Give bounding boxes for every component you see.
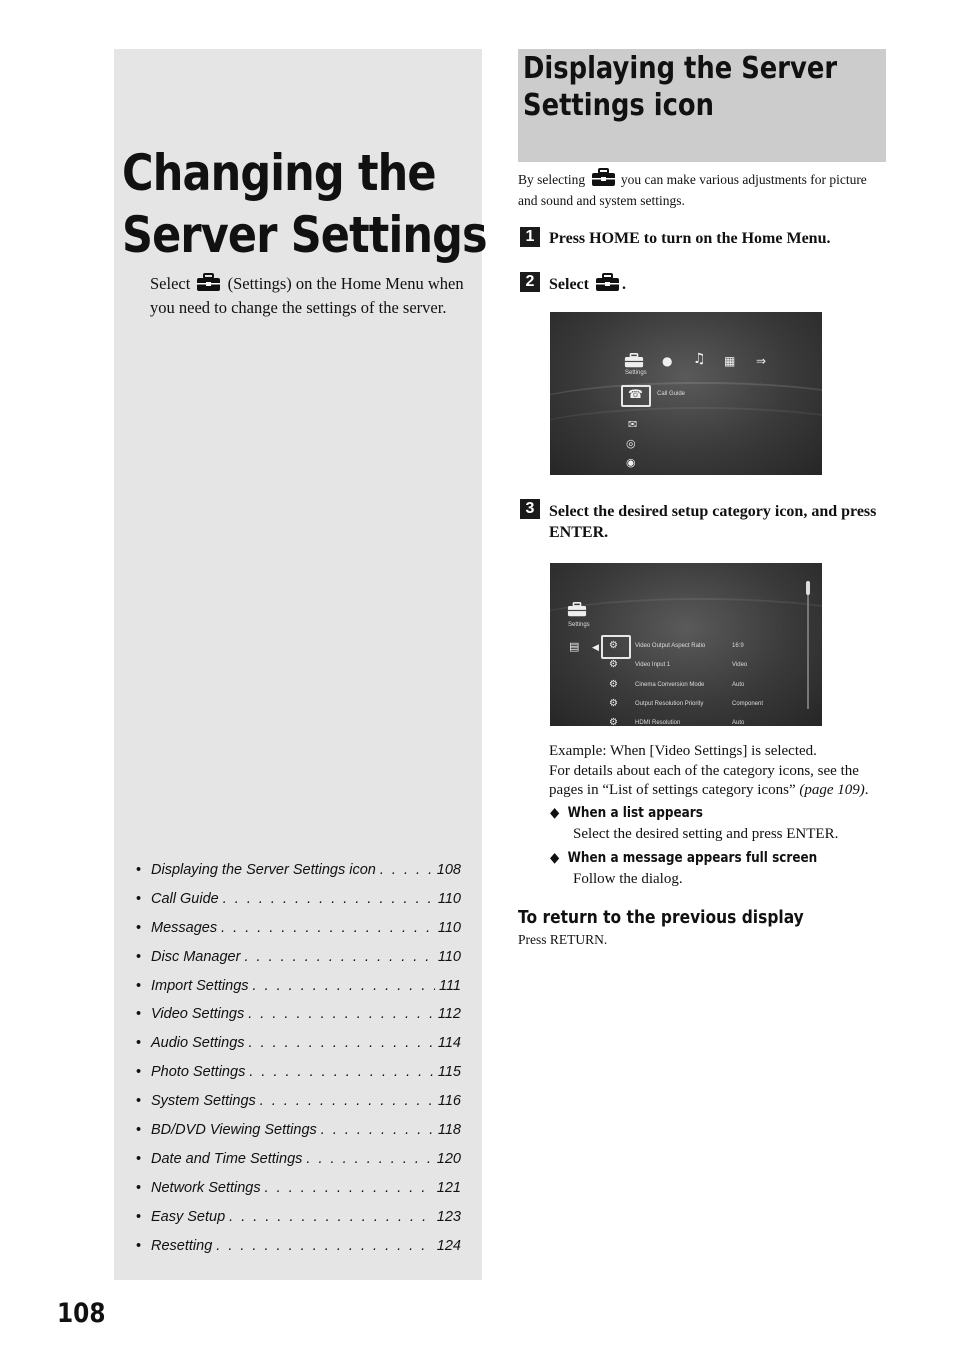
- disc-icon: ◎: [626, 437, 636, 450]
- setting-name[interactable]: Cinema Conversion Mode: [635, 681, 705, 688]
- toc-label: Video Settings: [151, 1006, 245, 1023]
- toc-page: 110: [437, 890, 461, 907]
- bullet: •: [136, 1179, 142, 1196]
- toc-label: Date and Time Settings: [151, 1150, 303, 1167]
- leader-dots: [380, 862, 433, 878]
- toc-page: 110: [437, 919, 461, 936]
- note-heading-list: ◆ When a list appears: [550, 805, 703, 821]
- step-text-3: Select the desired setup category icon, and press ENTER.: [549, 503, 877, 541]
- toc-label: System Settings: [151, 1093, 256, 1110]
- note-heading-message: ◆ When a message appears full screen: [550, 850, 818, 866]
- page-number: 108: [57, 1298, 106, 1329]
- toc-label: Photo Settings: [151, 1064, 246, 1081]
- bullet: •: [136, 890, 142, 907]
- toc-page: 115: [437, 1064, 461, 1081]
- step-number-2: 2: [520, 272, 540, 292]
- wrench-icon: ⚙: [609, 697, 618, 709]
- import-icon: ◉: [626, 456, 636, 469]
- toc-item[interactable]: [136, 1093, 461, 1122]
- toc-page: 120: [436, 1150, 461, 1167]
- toc-label: Resetting: [151, 1237, 213, 1254]
- return-heading: To return to the previous display: [518, 907, 804, 928]
- settings-label: Settings: [625, 370, 647, 376]
- section-title: Displaying the Server Settings icon: [523, 51, 838, 123]
- note-body-message: Follow the dialog.: [573, 871, 683, 887]
- setting-value: Auto: [732, 681, 745, 688]
- setting-name[interactable]: Video Output Aspect Ratio: [635, 643, 706, 649]
- bullet: •: [136, 1150, 142, 1167]
- home-menu-screenshot: [550, 312, 822, 475]
- note-body-list: Select the desired setting and press ENTER.: [573, 826, 839, 842]
- toc-item[interactable]: [136, 1035, 461, 1064]
- toc-page: 118: [437, 1122, 461, 1139]
- toc-item[interactable]: [136, 978, 461, 1007]
- camera-icon: ●: [662, 354, 673, 368]
- wrench-icon: ⚙: [609, 717, 618, 726]
- toc-item[interactable]: [136, 1180, 461, 1209]
- toc-label: Easy Setup: [151, 1208, 226, 1225]
- return-body: Press RETURN.: [518, 932, 608, 947]
- table-of-contents: [136, 862, 461, 1266]
- bullet: •: [136, 1208, 142, 1225]
- leader-dots: [229, 1209, 433, 1225]
- toc-page: 121: [436, 1179, 461, 1196]
- leader-dots: [265, 1180, 433, 1196]
- toc-label: Network Settings: [151, 1179, 261, 1196]
- bullet: •: [136, 862, 142, 878]
- toolbox-icon: [624, 353, 644, 370]
- toc-item[interactable]: [136, 1209, 461, 1238]
- bullet: •: [136, 1006, 142, 1023]
- section-intro: By selecting you can make various adjustments for picture and sound and system settings.: [518, 168, 888, 210]
- toc-page: 116: [437, 1093, 461, 1110]
- toc-label: BD/DVD Viewing Settings: [151, 1122, 317, 1139]
- step-number-3: 3: [520, 499, 540, 519]
- leader-dots: [253, 978, 435, 994]
- toolbox-icon: [567, 602, 587, 619]
- toolbox-icon: [591, 168, 616, 192]
- leader-dots: [321, 1122, 434, 1138]
- toc-page: 123: [436, 1208, 461, 1225]
- wrench-icon: ⚙: [609, 678, 618, 690]
- toc-item[interactable]: [136, 1006, 461, 1035]
- leader-dots: [249, 1035, 434, 1051]
- toc-item[interactable]: [136, 949, 461, 978]
- bullet: •: [136, 1237, 142, 1254]
- leader-dots: [244, 949, 433, 965]
- bullet: •: [136, 1122, 142, 1139]
- settings-label: Settings: [568, 622, 590, 628]
- setting-value: 16:9: [732, 643, 744, 649]
- toc-item[interactable]: [136, 1122, 461, 1151]
- toc-item[interactable]: [136, 920, 461, 949]
- toc-item[interactable]: [136, 1151, 461, 1180]
- leader-dots: [306, 1151, 432, 1167]
- toolbox-icon: [595, 273, 620, 298]
- toolbox-icon: [196, 273, 221, 297]
- call-guide-label: Call Guide: [657, 391, 686, 397]
- bullet: •: [136, 977, 142, 994]
- leader-dots: [221, 920, 434, 936]
- film-icon: ▦: [724, 354, 736, 368]
- video-settings-screenshot: [550, 563, 822, 726]
- setting-name[interactable]: Video Input 1: [635, 662, 671, 669]
- leader-dots: [223, 891, 434, 907]
- leader-dots: [248, 1006, 434, 1022]
- toc-page: 108: [436, 862, 461, 878]
- toc-label: Audio Settings: [151, 1035, 245, 1052]
- setting-value: Auto: [732, 720, 745, 726]
- chapter-title: Changing the Server Settings: [122, 144, 487, 264]
- toc-item[interactable]: [136, 1064, 461, 1093]
- example-note: Example: When [Video Settings] is selected. For details about each of the category icons, see the pages in “List of settings category icons” (page 109).: [549, 743, 869, 798]
- leader-dots: [216, 1238, 433, 1254]
- toc-label: Displaying the Server Settings icon: [151, 862, 376, 878]
- setting-value: Component: [732, 700, 764, 707]
- toc-label: Messages: [151, 919, 218, 936]
- setting-name[interactable]: HDMI Resolution: [635, 720, 681, 726]
- toc-label: Call Guide: [151, 890, 219, 907]
- leader-dots: [260, 1093, 434, 1109]
- toc-label: Import Settings: [151, 977, 249, 994]
- bullet: •: [136, 919, 142, 936]
- phone-icon: ☎: [628, 387, 643, 401]
- bullet: •: [136, 1064, 142, 1081]
- toc-page: 110: [437, 948, 461, 965]
- toc-item[interactable]: [136, 862, 461, 891]
- mail-icon: ✉: [628, 418, 638, 431]
- setting-value: Video: [732, 662, 748, 669]
- toc-page: 112: [437, 1006, 461, 1023]
- step-text-1: Press HOME to turn on the Home Menu.: [549, 230, 831, 247]
- bullet: •: [136, 948, 142, 965]
- music-icon: ♫: [693, 351, 706, 367]
- input-icon: ⇒: [756, 354, 767, 368]
- toc-item[interactable]: [136, 891, 461, 920]
- wrench-icon: ⚙: [609, 659, 618, 671]
- toc-page: 111: [438, 977, 461, 994]
- toc-label: Disc Manager: [151, 948, 241, 965]
- bullet: •: [136, 1093, 142, 1110]
- toc-page: 114: [437, 1035, 461, 1052]
- toc-page: 124: [436, 1237, 461, 1254]
- chapter-intro: Select (Settings) on the Home Menu when you need to change the settings of the server.: [150, 274, 464, 317]
- arrow-left-icon: ◀: [592, 643, 599, 653]
- leader-dots: [249, 1064, 434, 1080]
- wrench-icon: ⚙: [609, 640, 618, 651]
- step-number-1: 1: [520, 227, 540, 247]
- step-text-2: Select .: [549, 273, 626, 298]
- video-category-icon: ▤: [569, 640, 580, 653]
- toc-item[interactable]: [136, 1238, 461, 1267]
- setting-name[interactable]: Output Resolution Priority: [635, 700, 704, 707]
- bullet: •: [136, 1035, 142, 1052]
